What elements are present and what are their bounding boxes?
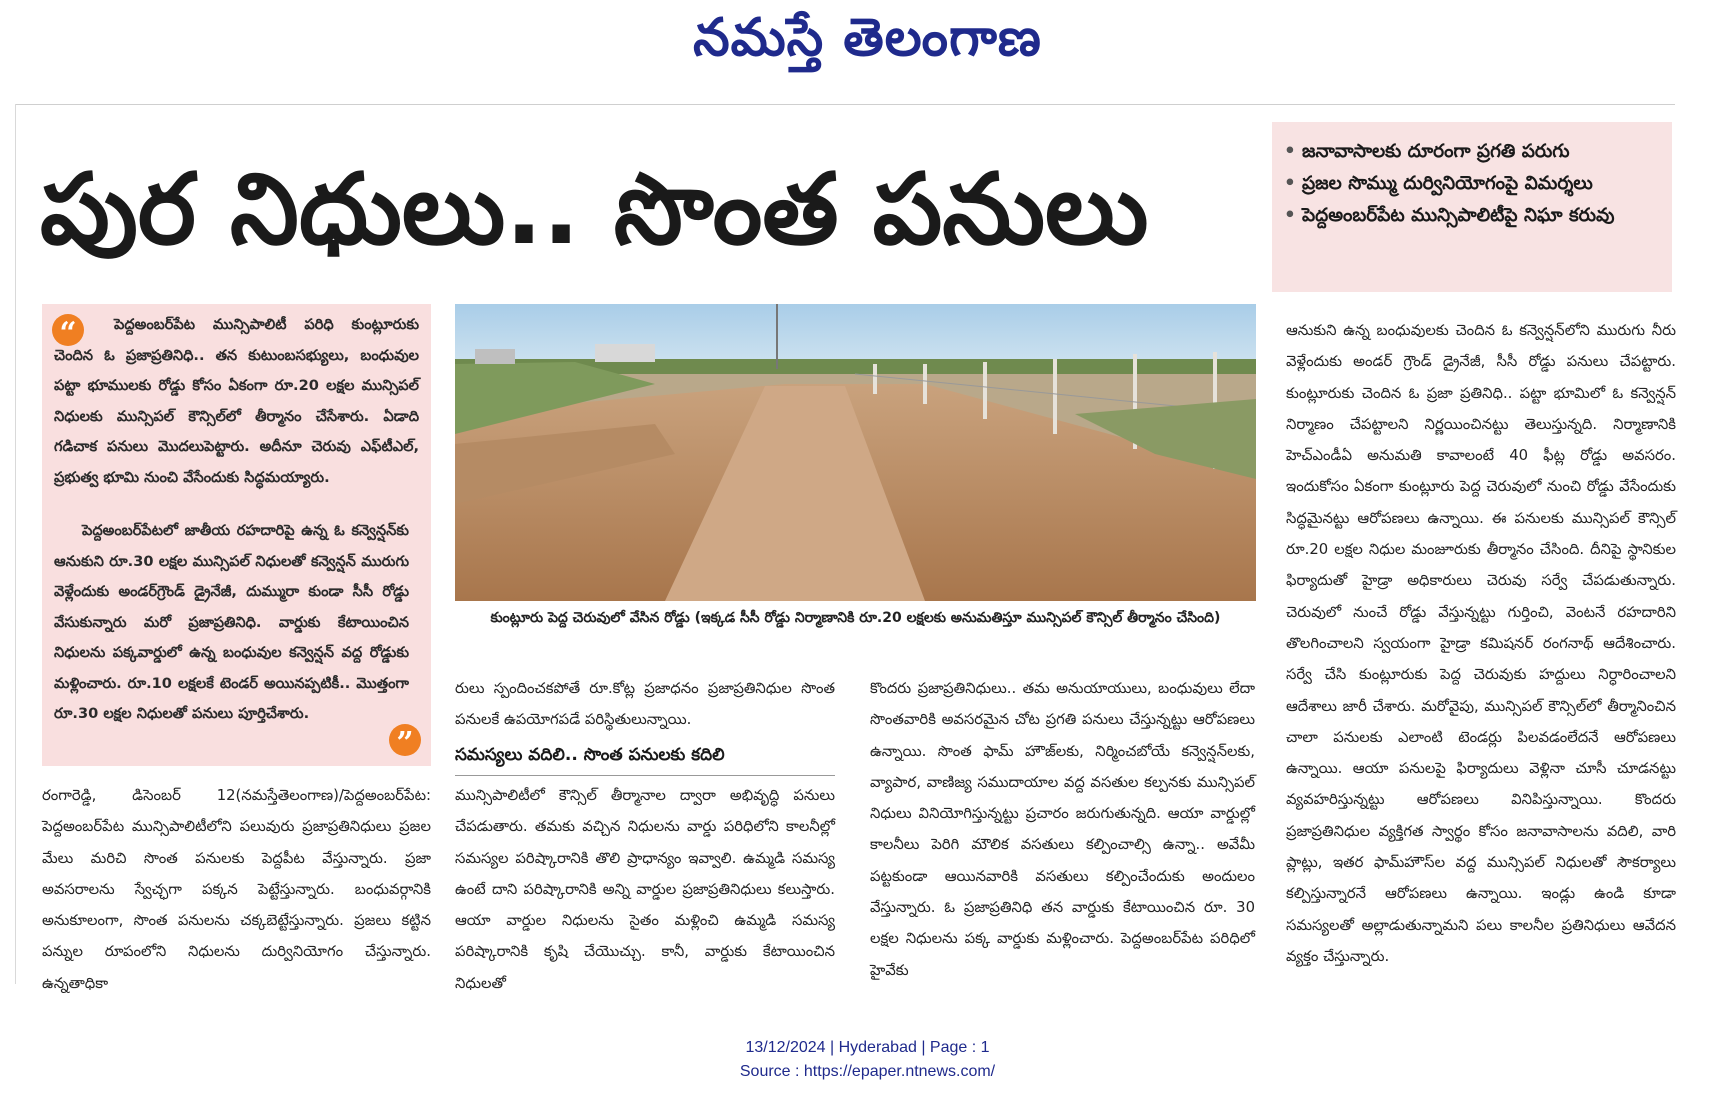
- article-column: రంగారెడ్డి, డిసెంబర్ 12(నమస్తేతెలంగాణ)/పెద్దఅంబర్‌పేట: పెద్దఅంబర్‌పేట మున్సిపాలిటీలోని పలువురు ప్రజాప్రతినిధులు ప్రజల మేలు మరిచి సొంత పనులకు పెద్దపీట వేస్తున్నారు. ప్రజా అవసరాలను స్వేచ్ఛగా పక్కన పెట్టేస్తున్నారు. బంధువర్గానికి అనుకూలంగా, సొంత పనులను చక్కబెట్టేస్తున్నారు. ప్రజలు కట్టిన పన్నుల రూపంలోని నిధులను దుర్వినియోగం చేస్తున్నారు. ఉన్నతాధికా: [42, 787, 431, 992]
- highlight-item: • ప్రజల సొమ్ము దుర్వినియోగంపై విమర్శలు: [1302, 168, 1658, 200]
- article-column: రులు స్పందించకపోతే రూ.కోట్ల ప్రజాధనం ప్రజాప్రతినిధుల సొంత పనులకే ఉపయోగపడే పరిస్థితులున్నాయి.: [455, 680, 835, 729]
- highlights-box: [1272, 122, 1672, 292]
- road-photo-illustration: [455, 304, 1256, 601]
- quote-paragraph: పెద్దఅంబర్‌పేట మున్సిపాలిటీ పరిధి కుంట్లూరుకు చెందిన ఓ ప్రజాప్రతినిధి.. తన కుటుంబసభ్యులు, బంధువుల పట్టా భూములకు రోడ్డు కోసం ఏకంగా రూ.20 లక్షల మున్సిపల్ నిధులకు మున్సిపల్ కౌన్సిల్‌లో తీర్మానం చేసేశారు. ఏడాది గడిచాక పనులు మొదలుపెట్టారు. అదీనూ చెరువు ఎఫ్‌టీఎల్, ప్రభుత్వ భూమి నుంచి వేసేందుకు సిద్ధమయ్యారు.: [54, 316, 419, 486]
- pull-quote-box: [42, 304, 431, 766]
- masthead: [0, 0, 1735, 100]
- newspaper-logo: నమస్తే తెలంగాణ: [693, 8, 1042, 68]
- article-column: కొందరు ప్రజాప్రతినిధులు.. తమ అనుయాయులు, బంధువులు లేదా సొంతవారికి అవసరమైన చోట ప్రగతి పనులు చేస్తున్నట్టు ఆరోపణలు ఉన్నాయి. సొంత ఫామ్ హౌజ్‌లకు, నిర్మించబోయే కన్వెన్షన్‌లకు, వ్యాపార, వాణిజ్య సముదాయాల వద్ద వసతుల కల్పనకు మున్సిపల్ నిధులు వినియోగిస్తున్నట్టు ప్రచారం జరుగుతున్నది. ఆయా వార్డుల్లో కాలనీలు పెరిగి మౌలిక వసతులు కల్పించాల్సి ఉన్నా.. అవేమీ పట్టకుండా ఆయినవారికి వసతులు కల్పించేందుకు అందులం వేస్తున్నారు. ఓ ప్రజాప్రతినిధి తన వార్డుకు కేటాయించిన రూ. 30 లక్షల నిధులను పక్క వార్డుకు మళ్లించారు. పెద్దఅంబర్‌పేట పరిధిలో హైవేకు: [870, 680, 1255, 979]
- subheading-rule: [455, 775, 835, 776]
- quote-close-icon: ”: [389, 724, 421, 756]
- footer-date-line: 13/12/2024 | Hyderabad | Page : 1: [745, 1039, 990, 1056]
- article-column: మున్సిపాలిటీలో కౌన్సిల్ తీర్మానాల ద్వారా అభివృద్ధి పనులు చేపడుతారు. తమకు వచ్చిన నిధులను వార్డు పరిధిలోని కాలనీల్లో సమస్యల పరిష్కారానికి తొలి ప్రాధాన్యం ఇవ్వాలి. ఉమ్మడి సమస్య ఉంటే దాని పరిష్కారానికి అన్ని వార్డుల ప్రజాప్రతినిధులు కలుస్తారు. ఆయా వార్డుల నిధులను సైతం మళ్లించి ఉమ్మడి సమస్య పరిష్కారానికి కృషి చేయొచ్చు. కానీ, వార్డుకు కేటాయించిన నిధులతో: [455, 787, 835, 992]
- photo-caption: కుంట్లూరు పెద్ద చెరువులో వేసిన రోడ్డు (ఇక్కడ సీసీ రోడ్డు నిర్మాణానికి రూ.20 లక్షలకు అనుమతిస్తూ మున్సిపల్ కౌన్సిల్ తీర్మానం చేసింది): [490, 610, 1221, 626]
- quote-paragraph: పెద్దఅంబర్‌పేటలో జాతీయ రహదారిపై ఉన్న ఓ కన్వెన్షన్‌కు ఆనుకుని రూ.30 లక్షల మున్సిపల్ నిధులతో కన్వెన్షన్ మురుగు వెళ్లేందుకు అండర్‌గ్రౌండ్ డ్రైనేజీ, దుమ్మురా కుండా సీసీ రోడ్డు వేసుకున్నారు మరో ప్రజాప్రతినిధి. వార్డుకు కేటాయించిన నిధులను పక్కవార్డులో ఉన్న బంధువుల కన్వెన్షన్ వద్ద రోడ్డుకు మళ్లించారు. రూ.10 లక్షలకే టెండర్ అయినప్పటికీ.. మొత్తంగా రూ.30 లక్షల నిధులతో పనులు పూర్తిచేశారు.: [54, 522, 409, 722]
- masthead-divider: [15, 104, 1675, 105]
- highlight-item: • జనావాసాలకు దూరంగా ప్రగతి పరుగు: [1302, 136, 1658, 168]
- highlight-item: • పెద్దఅంబర్‌పేట మున్సిపాలిటీపై నిఘా కరువు: [1302, 200, 1658, 232]
- news-photo: [455, 304, 1256, 601]
- headline: పుర నిధులు.. సొంత పనులు: [40, 153, 1149, 267]
- left-margin-rule: [15, 104, 16, 984]
- quote-open-icon: “: [52, 314, 84, 346]
- footer-source-link[interactable]: Source : https://epaper.ntnews.com/: [739, 1063, 996, 1080]
- article-column: ఆనుకుని ఉన్న బంధువులకు చెందిన ఓ కన్వెన్షన్‌లోని మురుగు నీరు వెళ్లేందుకు అండర్ గ్రౌండ్ డ్రైనేజీ, సీసీ రోడ్డు పనులు చేపట్టారు. కుంట్లూరుకు చెందిన ఓ ప్రజా ప్రతినిధి.. పట్టా భూమిలో ఓ కన్వెన్షన్ నిర్మాణం చేపట్టాలని నిర్ణయించినట్టు తెలుస్తున్నది. నిర్మాణానికి హెచ్‌ఎండీఏ అనుమతి కావాలంటే 40 ఫీట్ల రోడ్డు అవసరం. ఇందుకోసం ఏకంగా కుంట్లూరు పెద్ద చెరువులో నుంచి రోడ్డు వేసేందుకు సిద్ధమైనట్టు ఆరోపణలు ఉన్నాయి. ఈ పనులకు మున్సిపల్ కౌన్సిల్ రూ.20 లక్షల నిధుల మంజూరుకు తీర్మానం చేసింది. దీనిపై స్థానికుల ఫిర్యాదుతో హైడ్రా అధికారులు చెరువు సర్వే చేపడుతున్నారు. చెరువులో నుంచే రోడ్డు వేస్తున్నట్టు గుర్తించి, వెంటనే రహదారిని తొలగించాలని స్వయంగా హైడ్రా కమిషనర్ రంగనాథ్ ఆదేశించారు. సర్వే చేసి కుంట్లూరుకు పెద్ద చెరువుకు హద్దులు నిర్ధారించాలని ఆదేశాలు జారీ చేశారు. మరోవైపు, మున్సిపల్ కౌన్సిల్‌లో తీర్మానించిన చాలా పనులకు ఎలాంటి టెండర్లు పిలవడంలేదనే ఆరోపణలు ఉన్నాయి. ఆయా పనులపై ఫిర్యాదులు వెళ్లినా చూసీ చూడనట్టు వ్యవహరిస్తున్నట్టు ఆరోపణలు వినిపిస్తున్నాయి. కొందరు ప్రజాప్రతినిధుల వ్యక్తిగత స్వార్థం కోసం జనావాసాలను వదిలి, వారి ప్లాట్లు, ఇతర ఫామ్‌హౌస్‌ల వద్ద మున్సిపల్ నిధులతో సౌకర్యాలు కల్పిస్తున్నారనే ఆరోపణలు ఉన్నాయి. ఇండ్లు ఉండి కూడా సమస్యలతో అల్లాడుతున్నామని పలు కాలనీల ప్రతినిధులు ఆవేదన వ్యక్తం చేస్తున్నారు.: [1286, 322, 1676, 965]
- subheading: సమస్యలు వదిలి.. సొంత పనులకు కదిలి: [455, 745, 725, 765]
